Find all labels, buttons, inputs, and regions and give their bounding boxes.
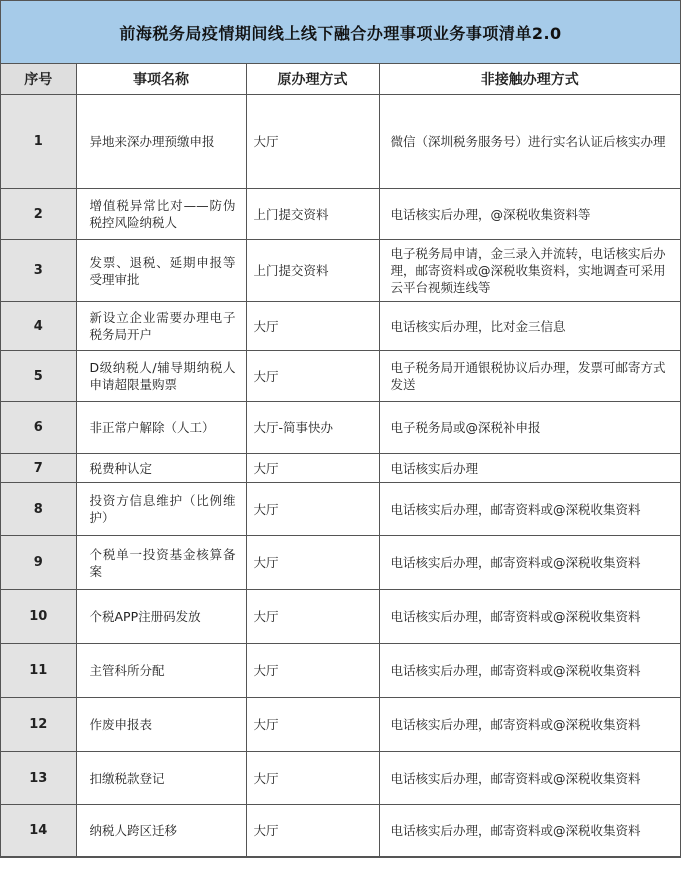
- row-seq: 10: [1, 590, 76, 644]
- table-row: [1, 189, 680, 240]
- table-row: [1, 590, 680, 644]
- row-contactless-method: 电话核实后办理，邮寄资料或@深税收集资料: [379, 698, 680, 752]
- table-row: [1, 752, 680, 805]
- row-original-method: 大厅: [246, 483, 379, 536]
- row-contactless-method: 电子税务局申请，金三录入并流转，电话核实后办理，邮寄资料或@深税收集资料，实地调查可采用云平台视频连线等: [379, 240, 680, 302]
- row-original-method: 上门提交资料: [246, 240, 379, 302]
- table-row: [1, 454, 680, 483]
- table-row: [1, 240, 680, 302]
- row-contactless-method: 电话核实后办理，邮寄资料或@深税收集资料: [379, 536, 680, 590]
- row-contactless-method: 电话核实后办理: [379, 454, 680, 483]
- row-contactless-method: 电子税务局开通银税协议后办理，发票可邮寄方式发送: [379, 351, 680, 402]
- table-row: [1, 536, 680, 590]
- row-original-method: 大厅: [246, 698, 379, 752]
- row-item-name: 个税APP注册码发放: [76, 590, 246, 644]
- row-original-method: 大厅: [246, 302, 379, 351]
- row-seq: 6: [1, 402, 76, 454]
- table-row: [1, 698, 680, 752]
- table-row: [1, 483, 680, 536]
- row-contactless-method: 电话核实后办理，邮寄资料或@深税收集资料: [379, 483, 680, 536]
- table-title: 前海税务局疫情期间线上线下融合办理事项业务事项清单2.0: [1, 1, 680, 64]
- row-contactless-method: 电话核实后办理，@深税收集资料等: [379, 189, 680, 240]
- table-row: [1, 95, 680, 189]
- row-item-name: 个税单一投资基金核算备案: [76, 536, 246, 590]
- row-contactless-method: 电话核实后办理，邮寄资料或@深税收集资料: [379, 590, 680, 644]
- items-table: [1, 64, 680, 857]
- row-original-method: 大厅: [246, 805, 379, 857]
- row-item-name: 税费种认定: [76, 454, 246, 483]
- row-item-name: 扣缴税款登记: [76, 752, 246, 805]
- row-seq: 7: [1, 454, 76, 483]
- row-seq: 8: [1, 483, 76, 536]
- row-item-name: 纳税人跨区迁移: [76, 805, 246, 857]
- header-row: [1, 64, 680, 95]
- header-seq: 序号: [1, 64, 76, 95]
- table-row: [1, 402, 680, 454]
- header-original-method: 原办理方式: [246, 64, 379, 95]
- row-seq: 3: [1, 240, 76, 302]
- row-seq: 9: [1, 536, 76, 590]
- row-seq: 12: [1, 698, 76, 752]
- row-contactless-method: 微信（深圳税务服务号）进行实名认证后核实办理: [379, 95, 680, 189]
- row-item-name: 异地来深办理预缴申报: [76, 95, 246, 189]
- row-original-method: 大厅: [246, 454, 379, 483]
- row-item-name: 作废申报表: [76, 698, 246, 752]
- header-name: 事项名称: [76, 64, 246, 95]
- row-item-name: 增值税异常比对——防伪税控风险纳税人: [76, 189, 246, 240]
- row-original-method: 大厅: [246, 590, 379, 644]
- row-original-method: 大厅: [246, 752, 379, 805]
- row-item-name: 新设立企业需要办理电子税务局开户: [76, 302, 246, 351]
- table-row: [1, 644, 680, 698]
- header-contactless-method: 非接触办理方式: [379, 64, 680, 95]
- row-item-name: 主管科所分配: [76, 644, 246, 698]
- row-item-name: D级纳税人/辅导期纳税人申请超限量购票: [76, 351, 246, 402]
- table-row: [1, 351, 680, 402]
- row-seq: 1: [1, 95, 76, 189]
- row-item-name: 投资方信息维护（比例维护）: [76, 483, 246, 536]
- row-original-method: 大厅: [246, 351, 379, 402]
- row-item-name: 发票、退税、延期申报等受理审批: [76, 240, 246, 302]
- row-contactless-method: 电子税务局或@深税补申报: [379, 402, 680, 454]
- row-original-method: 上门提交资料: [246, 189, 379, 240]
- row-contactless-method: 电话核实后办理，邮寄资料或@深税收集资料: [379, 644, 680, 698]
- row-item-name: 非正常户解除（人工）: [76, 402, 246, 454]
- row-original-method: 大厅-简事快办: [246, 402, 379, 454]
- row-contactless-method: 电话核实后办理，邮寄资料或@深税收集资料: [379, 805, 680, 857]
- row-original-method: 大厅: [246, 644, 379, 698]
- table-row: [1, 302, 680, 351]
- row-original-method: 大厅: [246, 536, 379, 590]
- row-contactless-method: 电话核实后办理，比对金三信息: [379, 302, 680, 351]
- row-seq: 11: [1, 644, 76, 698]
- row-seq: 13: [1, 752, 76, 805]
- row-original-method: 大厅: [246, 95, 379, 189]
- row-seq: 2: [1, 189, 76, 240]
- row-seq: 4: [1, 302, 76, 351]
- row-seq: 5: [1, 351, 76, 402]
- row-contactless-method: 电话核实后办理，邮寄资料或@深税收集资料: [379, 752, 680, 805]
- row-seq: 14: [1, 805, 76, 857]
- table-row: [1, 805, 680, 857]
